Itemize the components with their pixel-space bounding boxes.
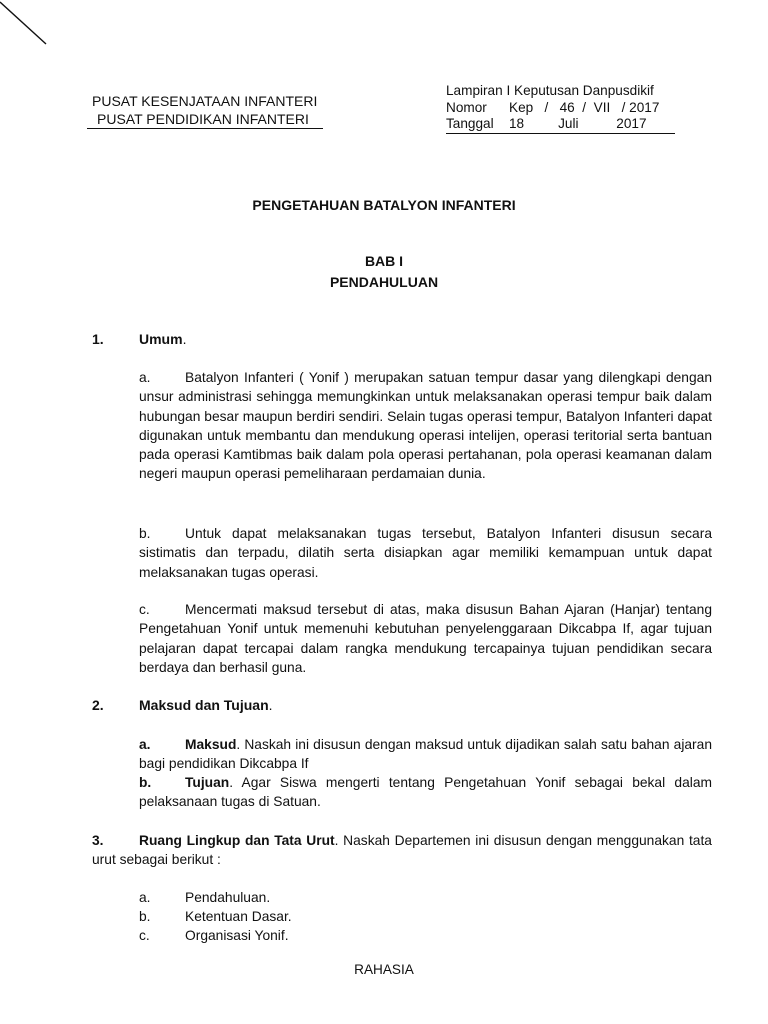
section-1-title: Umum bbox=[139, 331, 183, 347]
section-2-title: Maksud dan Tujuan bbox=[139, 697, 269, 713]
section-2b-label: b. bbox=[139, 775, 152, 790]
section-1c-paragraph bbox=[139, 600, 712, 677]
ref-nomor-value: Kep / 46 / VII / 2017 bbox=[509, 99, 660, 115]
section-1c-label: c. bbox=[139, 602, 150, 617]
section-2a-text: Naskah ini disusun dengan maksud untuk dijadikan salah satu bahan ajaran bagi pendidikan Dikcabpa If bbox=[139, 737, 712, 772]
list-item-text: Organisasi Yonif. bbox=[185, 928, 289, 943]
section-1-heading: 1. Umum. bbox=[92, 331, 187, 347]
section-1c-text: Mencermati maksud tersebut di atas, maka disusun Bahan Ajaran (Hanjar) tentang Pengetahuan Yonif untuk memenuhi kebutuhan penyelenggaraan Dikcabpa If, agar tujuan pelajaran dapat tercapai dalam rangka mendukung tercapainya tujuan pendidikan secara berdaya dan berhasil guna. bbox=[139, 602, 712, 675]
ref-attachment: Lampiran I Keputusan Danpusdikif bbox=[446, 83, 654, 98]
section-2-number: 2. bbox=[92, 697, 104, 713]
document-title: PENGETAHUAN BATALYON INFANTERI bbox=[252, 197, 516, 213]
section-3-title: Ruang Lingkup dan Tata Urut bbox=[139, 833, 335, 848]
section-1b-paragraph bbox=[139, 524, 712, 582]
list-item bbox=[139, 888, 270, 908]
document-reference bbox=[446, 83, 675, 134]
list-item-label: a. bbox=[139, 890, 151, 905]
section-3-number: 3. bbox=[92, 833, 104, 848]
classification-footer: RAHASIA bbox=[354, 962, 414, 977]
chapter-title: PENDAHULUAN bbox=[329, 274, 439, 290]
corner-mark bbox=[0, 0, 60, 50]
section-2a-label: a. bbox=[139, 737, 151, 752]
section-2a-term: Maksud bbox=[185, 737, 237, 752]
section-3-paragraph: 3. Ruang Lingkup dan Tata Urut. Naskah Departemen ini disusun dengan menggunakan tata urut sebagai berikut : bbox=[92, 833, 712, 868]
ref-tanggal-value: 18 Juli 2017 bbox=[509, 116, 647, 131]
list-item-text: Ketentuan Dasar. bbox=[185, 909, 292, 924]
section-1a-text: Batalyon Infanteri ( Yonif ) merupakan satuan tempur dasar yang dilengkapi dengan unsur administrasi sehingga memungkinkan untuk melaksanakan operasi tempur baik dalam hubungan besar maupun berdiri sendiri. Selain tugas operasi tempur, Batalyon Infanteri dapat digunakan untuk membantu dan mendukung operasi intelijen, operasi teritorial serta bantuan pada operasi Kamtibmas baik dalam pola operasi pertahanan, pola operasi keamanan dalam negeri maupun operasi pemeliharaan perdamaian dunia. bbox=[139, 370, 712, 482]
ref-tanggal-label: Tanggal bbox=[446, 116, 494, 131]
section-1-number: 1. bbox=[92, 331, 104, 347]
org-line-2: PUSAT PENDIDIKAN INFANTERI bbox=[87, 110, 323, 129]
section-2b-text: Agar Siswa mengerti tentang Pengetahuan Yonif sebagai bekal dalam pelaksanaan tugas di Satuan. bbox=[139, 775, 712, 810]
section-1b-label: b. bbox=[139, 526, 151, 541]
section-2-heading: 2. Maksud dan Tujuan. bbox=[92, 697, 273, 713]
list-item bbox=[139, 907, 292, 927]
chapter-number: BAB I bbox=[364, 253, 404, 269]
list-item bbox=[139, 926, 289, 946]
ref-nomor-label: Nomor bbox=[446, 99, 487, 115]
list-item-text: Pendahuluan. bbox=[185, 890, 271, 905]
section-2b-term: Tujuan bbox=[185, 775, 230, 790]
section-2a-paragraph: a. Maksud. Naskah ini disusun dengan maksud untuk dijadikan salah satu bahan ajaran bagi pendidikan Dikcabpa If bbox=[139, 737, 712, 772]
issuing-organization bbox=[92, 92, 323, 129]
list-item-label: c. bbox=[139, 928, 150, 943]
section-2b-paragraph: b. Tujuan. Agar Siswa mengerti tentang Pengetahuan Yonif sebagai bekal dalam pelaksanaan tugas di Satuan. bbox=[139, 775, 712, 810]
list-item-label: b. bbox=[139, 909, 151, 924]
section-1a-paragraph bbox=[139, 368, 712, 484]
section-1b-text: Untuk dapat melaksanakan tugas tersebut, Batalyon Infanteri disusun secara sistimatis dan terpadu, dilatih serta disiapkan agar memiliki kemampuan untuk dapat melaksanakan tugas operasi. bbox=[139, 526, 712, 580]
section-3-text: Naskah Departemen ini disusun dengan menggunakan tata urut sebagai berikut : bbox=[92, 833, 712, 868]
org-line-1: PUSAT KESENJATAAN INFANTERI bbox=[92, 93, 318, 109]
section-1a-label: a. bbox=[139, 370, 151, 385]
